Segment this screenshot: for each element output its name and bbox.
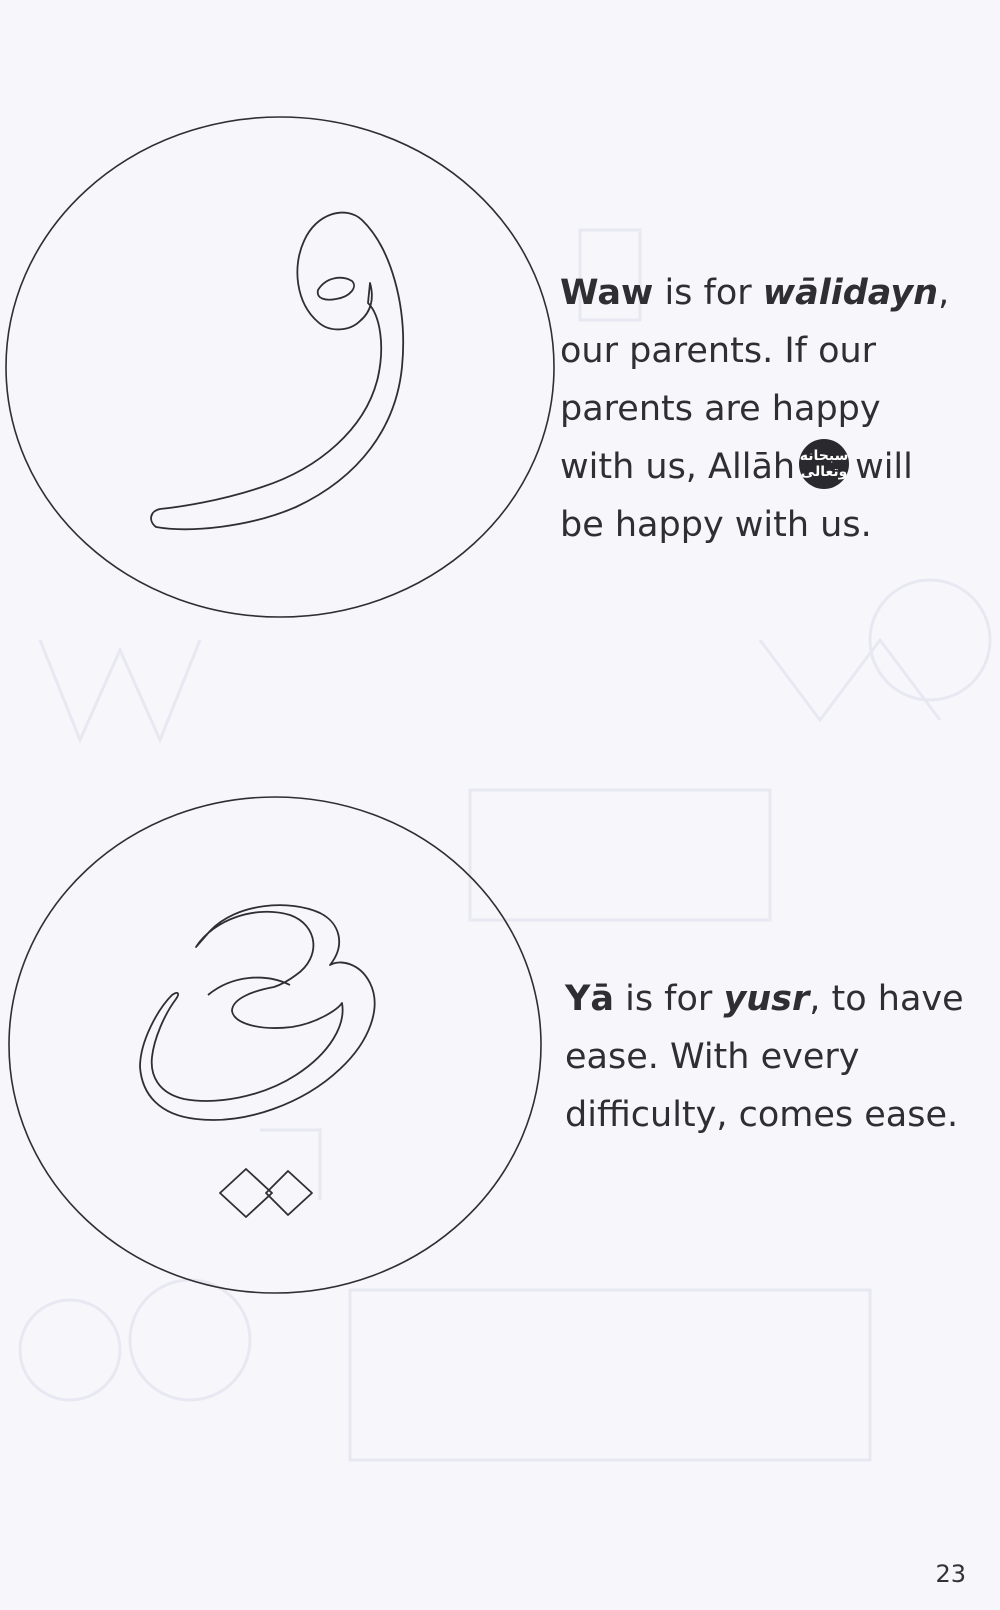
ya-letter-outline — [140, 905, 375, 1217]
text-line: be happy with us. — [560, 505, 872, 545]
letter-name: Waw — [560, 273, 654, 313]
page-number: 23 — [935, 1560, 966, 1588]
honorific-word: وتعالى — [800, 464, 848, 480]
ya-description — [565, 970, 964, 1144]
text-line: ease. With every — [565, 1037, 860, 1077]
text-line — [560, 264, 949, 322]
keyword: yusr — [723, 979, 810, 1019]
letter-name: Yā — [565, 979, 614, 1019]
text-line: parents are happy — [560, 389, 881, 429]
letter-waw-circle — [0, 115, 560, 635]
text-line: difficulty, comes ease. — [565, 1095, 959, 1135]
coloring-circle-outline — [9, 797, 541, 1293]
text-fragment: will — [855, 447, 913, 487]
honorific-word: سبحانه — [799, 448, 849, 464]
text-line: our parents. If our — [560, 331, 877, 371]
text-fragment: , — [938, 273, 950, 313]
keyword: wālidayn — [762, 273, 939, 313]
coloring-circle-outline — [6, 117, 554, 617]
text-fragment: with us, Allāh — [560, 447, 796, 487]
waw-description — [560, 264, 949, 554]
text-fragment: , to have — [809, 979, 964, 1019]
letter-ya-circle — [0, 795, 560, 1315]
waw-letter-outline — [151, 213, 403, 530]
honorific-icon — [799, 439, 849, 489]
text-line — [565, 970, 964, 1028]
text-fragment: is for — [613, 979, 724, 1019]
text-line — [560, 438, 949, 496]
text-fragment: is for — [653, 273, 763, 313]
